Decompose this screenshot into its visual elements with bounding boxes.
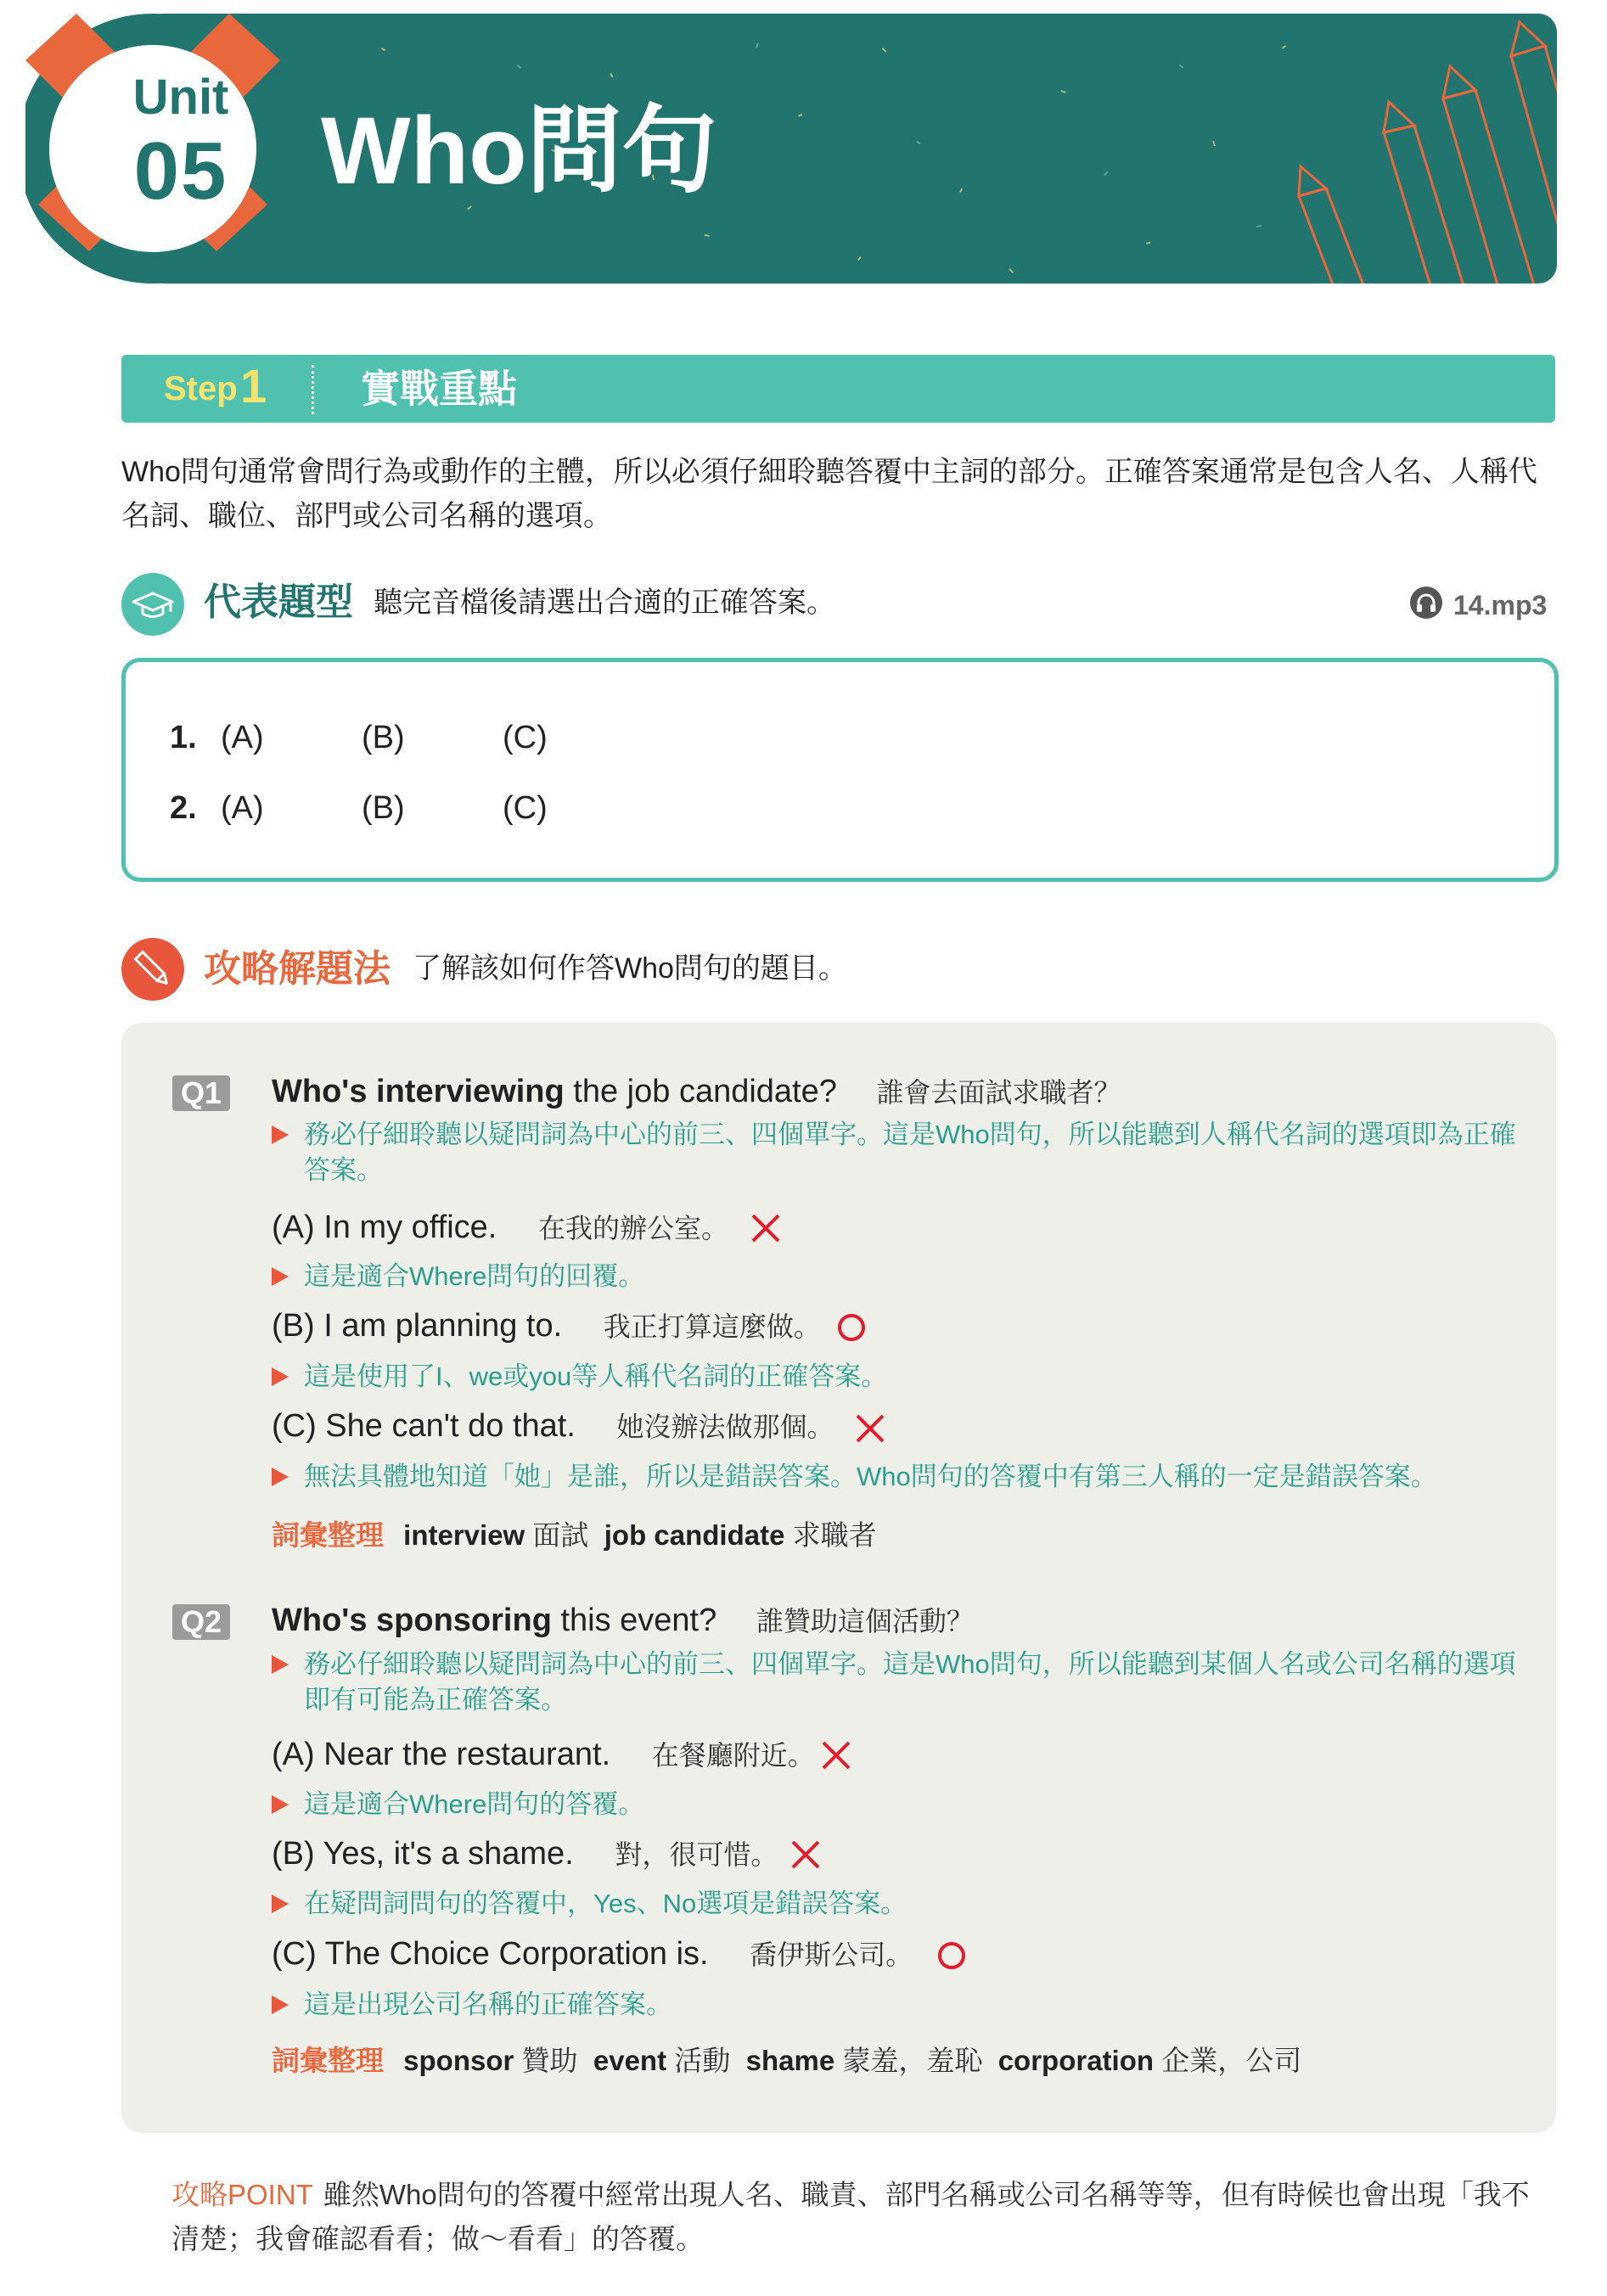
- question-rest: the job candidate?: [564, 1074, 837, 1109]
- q2-option-b-note: 在疑問詞問句的答覆中，Yes、No選項是錯誤答案。: [272, 1886, 907, 1922]
- page-title: Who問句: [321, 98, 717, 204]
- q2-option-c-note: 這是出現公司名稱的正確答案。: [272, 1987, 672, 2023]
- vocab-word: shame: [745, 2045, 835, 2076]
- q2-hint: [272, 1647, 1528, 1718]
- vocab-meaning: 活動: [674, 2045, 731, 2076]
- option-translation: 在我的辦公室。: [537, 1213, 728, 1243]
- strategy-section-description: 了解該如何作答Who問句的題目。: [413, 952, 847, 985]
- point-label: 攻略POINT: [171, 2179, 313, 2210]
- hint-line: 答案。: [304, 1155, 383, 1185]
- step-divider: [312, 365, 314, 414]
- step-label: Step: [164, 370, 238, 407]
- unit-label: Unit: [132, 70, 229, 125]
- option-text: (B) I am planning to.: [272, 1308, 563, 1344]
- vocab-word: job candidate: [604, 1519, 785, 1551]
- option-text: (A) Near the restaurant.: [272, 1737, 611, 1772]
- graduation-cap-icon: [121, 573, 184, 636]
- strategy-panel: [121, 1023, 1556, 2133]
- circle-mark-icon: [936, 1940, 968, 1972]
- question-rest: this event?: [551, 1603, 717, 1638]
- question-number: 2.: [170, 790, 197, 826]
- triangle-bullet-icon: [272, 1367, 289, 1386]
- hint-line: 務必仔細聆聽以疑問詞為中心的前三、四個單字。這是Who問句，所以能聽到某個人名或公司名稱的選項: [304, 1649, 1516, 1679]
- option-c[interactable]: (C): [503, 720, 548, 755]
- q1-option-a: [272, 1211, 728, 1245]
- strategy-point: [171, 2173, 1530, 2261]
- point-text: 雖然Who問句的答覆中經常出現人名、職責、部門名稱或公司名稱等等，但有時候也會出現「我不清楚；我會確認看看；做～看看」的答覆。: [171, 2179, 1530, 2254]
- vocab-label: 詞彙整理: [272, 1519, 384, 1551]
- vocab-word: event: [593, 2045, 667, 2076]
- q2-question: [272, 1604, 974, 1638]
- unit-banner: [25, 14, 1557, 283]
- question-translation: 誰贊助這個活動？: [756, 1606, 974, 1636]
- cross-mark-icon: [819, 1738, 853, 1772]
- option-translation: 我正打算這麼做。: [603, 1311, 821, 1342]
- option-translation: 她沒辦法做那個。: [616, 1412, 834, 1442]
- option-a[interactable]: (A): [221, 790, 264, 826]
- step-title: 實戰重點: [361, 367, 517, 411]
- intro-paragraph: Who問句通常會問行為或動作的主體，所以必須仔細聆聽答覆中主詞的部分。正確答案通常是包含人名、人稱代名詞、職位、部門或公司名稱的選項。: [121, 456, 1537, 532]
- cross-mark-icon: [789, 1838, 823, 1872]
- option-b[interactable]: (B): [362, 790, 405, 826]
- question-row: [170, 721, 197, 754]
- headphones-icon[interactable]: [1409, 586, 1443, 624]
- option-b[interactable]: (B): [362, 720, 405, 755]
- q2-option-b: [272, 1838, 778, 1872]
- q1-option-b-note: 這是使用了I、we或you等人稱代名詞的正確答案。: [272, 1359, 887, 1395]
- triangle-bullet-icon: [272, 1267, 289, 1286]
- vocab-word: corporation: [997, 2045, 1155, 2076]
- step-number: 1: [240, 359, 267, 413]
- option-text: (B) Yes, it's a shame.: [272, 1836, 574, 1872]
- hint-line: 務必仔細聆聽以疑問詞為中心的前三、四個單字。這是Who問句，所以能聽到人稱代名詞的選項即為正確: [304, 1120, 1516, 1149]
- question-bold-part: Who's sponsoring: [272, 1603, 552, 1638]
- cross-mark-icon: [749, 1211, 783, 1245]
- option-a[interactable]: (A): [221, 720, 264, 755]
- example-section-title: 代表題型: [204, 581, 353, 623]
- q2-option-c: [272, 1938, 913, 1972]
- option-text: (A) In my office.: [272, 1210, 497, 1245]
- option-translation: 喬伊斯公司。: [750, 1940, 913, 1970]
- pencil-icon: [121, 938, 184, 1001]
- circle-mark-icon: [835, 1311, 868, 1344]
- q2-vocabulary: [272, 2046, 1301, 2076]
- q2-option-a: [272, 1738, 815, 1772]
- question-bold-part: Who's interviewing: [272, 1074, 565, 1109]
- option-translation: 對，很可惜。: [615, 1839, 778, 1870]
- option-translation: 在餐廳附近。: [651, 1740, 815, 1771]
- q1-option-b: [272, 1310, 821, 1344]
- triangle-bullet-icon: [272, 1795, 289, 1814]
- vocab-meaning: 蒙羞，羞恥: [842, 2045, 983, 2076]
- triangle-bullet-icon: [272, 1468, 289, 1486]
- q2-option-a-note: 這是適合Where問句的答覆。: [272, 1787, 644, 1822]
- triangle-bullet-icon: [272, 1996, 289, 2014]
- vocab-word: interview: [403, 1519, 525, 1551]
- option-c[interactable]: (C): [503, 790, 548, 826]
- audio-file-label[interactable]: 14.mp3: [1453, 590, 1548, 620]
- option-text: (C) She can't do that.: [272, 1408, 576, 1444]
- q1-option-a-note: 這是適合Where問句的回覆。: [272, 1259, 644, 1294]
- q1-option-c: [272, 1410, 834, 1444]
- cross-mark-icon: [853, 1412, 887, 1446]
- q1-hint: [272, 1117, 1528, 1188]
- unit-number: 05: [133, 126, 228, 216]
- vocab-meaning: 企業，公司: [1161, 2045, 1302, 2076]
- strategy-section-title: 攻略解題法: [204, 948, 391, 990]
- option-text: (C) The Choice Corporation is.: [272, 1936, 709, 1972]
- question-row: [170, 792, 197, 824]
- q1-option-c-note: 無法具體地知道「她」是誰，所以是錯誤答案。Who問句的答覆中有第三人稱的一定是錯誤答案。: [272, 1459, 1528, 1495]
- q1-vocabulary: [272, 1521, 877, 1551]
- triangle-bullet-icon: [272, 1895, 289, 1913]
- vocab-meaning: 求職者: [792, 1519, 877, 1551]
- q1-badge: Q1: [172, 1075, 230, 1111]
- triangle-bullet-icon: [272, 1655, 289, 1674]
- hint-line: 即有可能為正確答案。: [304, 1685, 567, 1715]
- step-header: [121, 355, 1555, 423]
- example-section-description: 聽完音檔後請選出合適的正確答案。: [374, 587, 835, 619]
- example-question-box: [121, 658, 1559, 882]
- q1-question: [272, 1075, 1121, 1109]
- vocab-word: sponsor: [403, 2045, 514, 2076]
- question-translation: 誰會去面試求職者？: [876, 1077, 1121, 1108]
- q2-badge: Q2: [172, 1604, 230, 1640]
- vocab-meaning: 面試: [532, 1519, 589, 1551]
- vocab-meaning: 贊助: [521, 2045, 578, 2076]
- triangle-bullet-icon: [272, 1126, 289, 1144]
- question-number: 1.: [170, 720, 197, 755]
- vocab-label: 詞彙整理: [272, 2045, 384, 2076]
